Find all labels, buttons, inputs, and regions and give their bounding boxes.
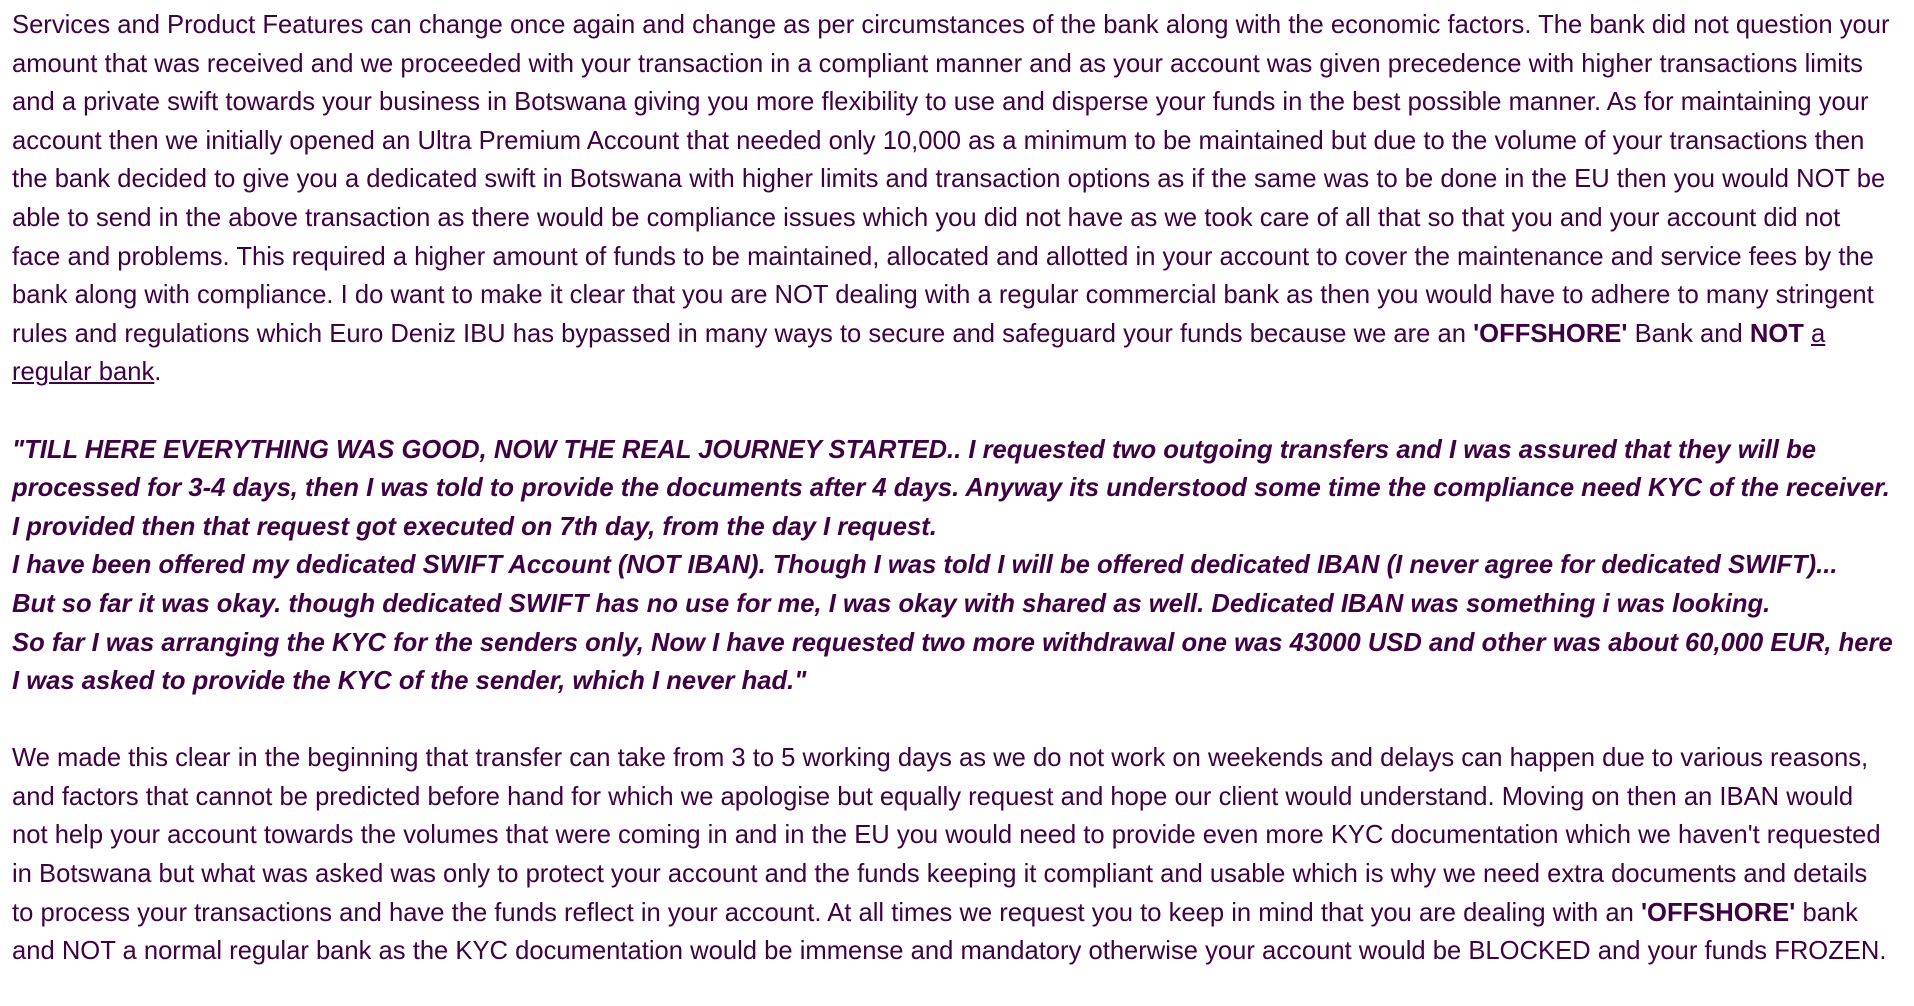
paragraph-1-period: . <box>154 358 162 387</box>
paragraph-spacer <box>12 701 1894 740</box>
paragraph-2-text: We made this clear in the beginning that transfer can take from 3 to 5 working days as we do not work on weekends and delays can happen due to various reasons, and factors that cannot be predicted before hand for which we apologise but equally request and hope our client would understand. Moving on then an IBAN would not help your account towards the volumes that were coming in and in the EU you would need to provide even more KYC documentation which we haven't requested in Botswana but what was asked was only to protect your account and the funds keeping it compliant and usable which is why we need extra documents and details to process your transactions and have the funds reflect in your account. At all times we request you to keep in mind that you are dealing with an <box>12 744 1881 927</box>
quote-line: But so far it was okay. though dedicated SWIFT has no use for me, I was okay with shared as well. Dedicated IBAN was something i was looking. <box>12 589 1771 618</box>
bank-response-paragraph-1 <box>12 6 1894 392</box>
paragraph-2-text-b: bank and NOT a normal regular bank as the KYC documentation would be immense and mandatory otherwise your account would be BLOCKED and your funds FROZEN. <box>12 898 1887 966</box>
not-emphasis: NOT <box>1749 319 1804 348</box>
quote-line: I have been offered my dedicated SWIFT Account (NOT IBAN). Though I was told I will be offered dedicated IBAN (I never agree for dedicated SWIFT)... <box>12 551 1838 580</box>
bank-response-paragraph-2 <box>12 739 1894 971</box>
quote-line: "TILL HERE EVERYTHING WAS GOOD, NOW THE REAL JOURNEY STARTED.. I requested two outgoing transfers and I was assured that they will be processed for 3-4 days, then I was told to provide the documents after 4 days. Anyway its understood some time the compliance need KYC of the receiver. I provided then that request got executed on 7th day, from the day I request. <box>12 435 1890 541</box>
customer-complaint-quote <box>12 431 1894 701</box>
regular-bank-underlined: a regular bank <box>12 319 1826 387</box>
offshore-emphasis: 'OFFSHORE' <box>1473 319 1628 348</box>
paragraph-1-text-b: Bank and <box>1627 319 1750 348</box>
paragraph-spacer <box>12 392 1894 431</box>
offshore-emphasis: 'OFFSHORE' <box>1640 898 1796 927</box>
paragraph-1-space <box>1804 320 1811 348</box>
quote-line: So far I was arranging the KYC for the senders only, Now I have requested two more withdrawal one was 43000 USD and other was about 60,000 EUR, here I was asked to provide the KYC of the sender, which I never had." <box>12 628 1893 696</box>
paragraph-1-text: Services and Product Features can change once again and change as per circumstances of the bank along with the economic factors. The bank did not question your amount that was received and we proceeded with your transaction in a compliant manner and as your account was given precedence with higher transactions limits and a private swift towards your business in Botswana giving you more flexibility to use and disperse your funds in the best possible manner. As for maintaining your account then we initially opened an Ultra Premium Account that needed only 10,000 as a minimum to be maintained but due to the volume of your transactions then the bank decided to give you a dedicated swift in Botswana with higher limits and transaction options as if the same was to be done in the EU then you would NOT be able to send in the above transaction as there would be compliance issues which you did not have as we took care of all that so that you and your account did not face and problems. This required a higher amount of funds to be maintained, allocated and allotted in your account to cover the maintenance and service fees by the bank along with compliance. I do want to make it clear that you are NOT dealing with a regular commercial bank as then you would have to adhere to many stringent rules and regulations which Euro Deniz IBU has bypassed in many ways to secure and safeguard your funds because we are an <box>12 11 1890 348</box>
